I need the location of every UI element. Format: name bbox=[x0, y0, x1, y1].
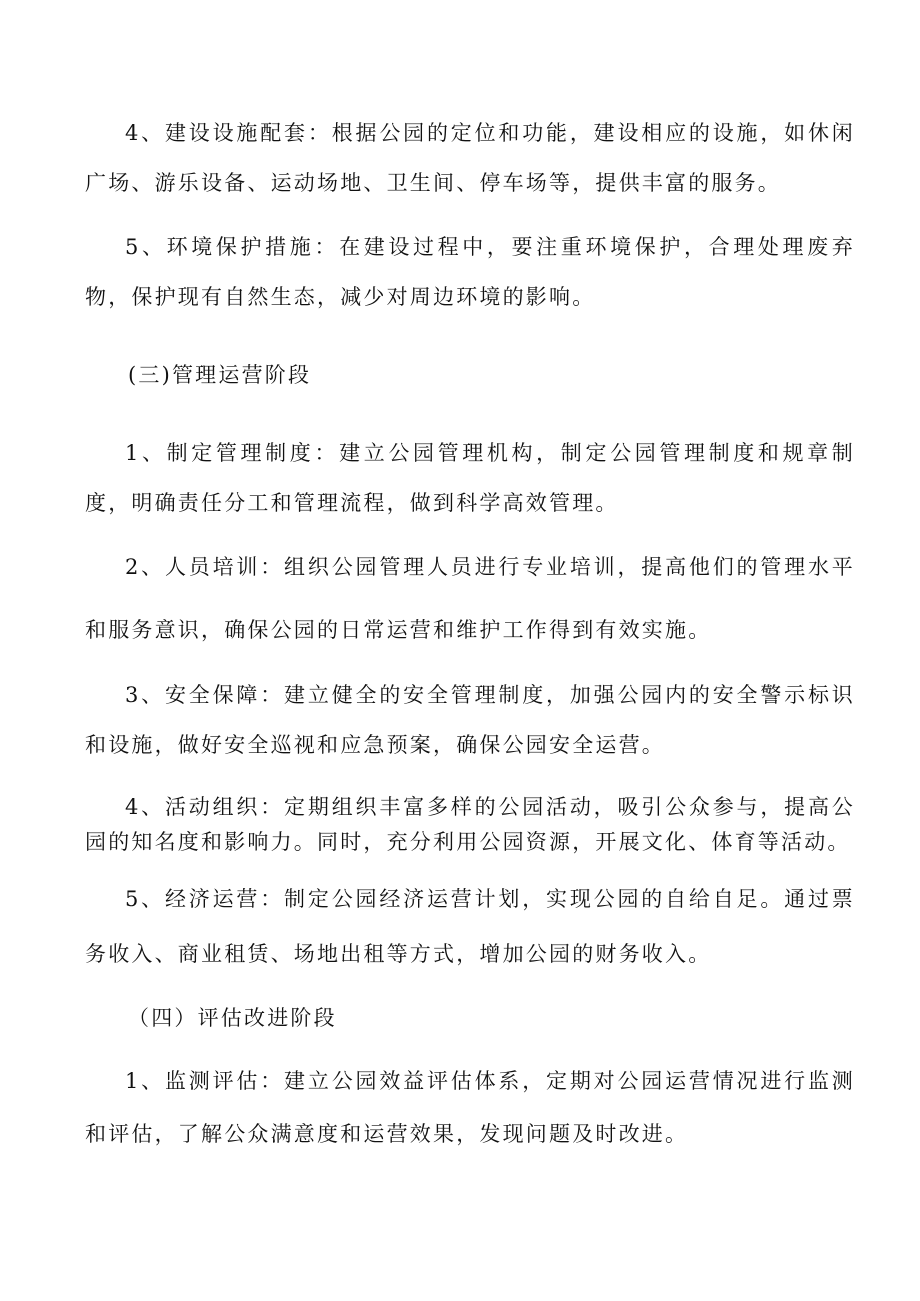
paragraph-safety: 3、安全保障：建立健全的安全管理制度，加强公园内的安全警示标识和设施，做好安全巡视和应急预案，确保公园安全运营。 bbox=[85, 683, 855, 757]
paragraph-training: 2、人员培训：组织公园管理人员进行专业培训，提高他们的管理水平和服务意识，确保公园的日常运营和维护工作得到有效实施。 bbox=[85, 555, 855, 642]
paragraph-environment: 5、环境保护措施：在建设过程中，要注重环境保护，合理处理废弃物，保护现有自然生态，减少对周边环境的影响。 bbox=[85, 235, 855, 309]
section-heading-evaluation: （四）评估改进阶段 bbox=[128, 1006, 337, 1030]
section-heading-management: (三)管理运营阶段 bbox=[128, 363, 312, 387]
paragraph-activities: 4、活动组织：定期组织丰富多样的公园活动，吸引公众参与，提高公园的知名度和影响力。同时，充分利用公园资源，开展文化、体育等活动。 bbox=[85, 795, 855, 854]
paragraph-economy: 5、经济运营：制定公园经济运营计划，实现公园的自给自足。通过票务收入、商业租赁、场地出租等方式，增加公园的财务收入。 bbox=[85, 887, 855, 966]
paragraph-monitoring: 1、监测评估：建立公园效益评估体系，定期对公园运营情况进行监测和评估，了解公众满意度和运营效果，发现问题及时改进。 bbox=[85, 1069, 855, 1146]
paragraph-facilities: 4、建设设施配套：根据公园的定位和功能，建设相应的设施，如休闲广场、游乐设备、运动场地、卫生间、停车场等，提供丰富的服务。 bbox=[85, 121, 855, 195]
paragraph-management-system: 1、制定管理制度：建立公园管理机构，制定公园管理制度和规章制度，明确责任分工和管理流程，做到科学高效管理。 bbox=[85, 441, 855, 515]
